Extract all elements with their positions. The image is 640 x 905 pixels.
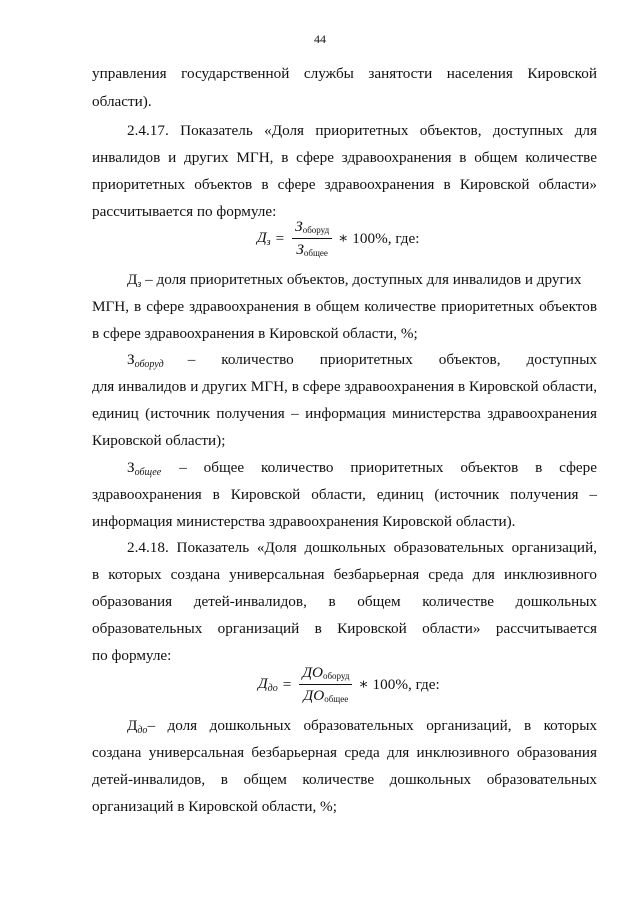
p6-line-5: по формуле: [92,647,172,664]
p2-line-2: инвалидов и других МГН, в сфере здравоохранения в общем количестве [92,149,597,166]
p7-line-2: создана универсальная безбарьерная среда для инклюзивного образования [92,744,597,761]
formula-2-tail: ∗ 100%, где: [358,676,440,693]
p3-line-1: $Д_з$ – доля приоритетных объектов, доступных для инвалидов и других [127,271,582,290]
p5-line-2: здравоохранения в Кировской области, единиц (источник получения – [92,486,597,503]
formula-1-lhs: $Д_з$ [257,229,271,248]
formula-2-fraction [299,664,352,705]
p2-line-1: 2.4.17. Показатель «Доля приоритетных объектов, доступных для [127,122,597,139]
formula-1-denominator: Зобщее [296,241,328,258]
formula-1 [257,218,419,259]
formula-2 [258,664,440,705]
p4-line-4: Кировской области); [92,432,226,449]
page-number: 44 [314,32,326,46]
p6-line-4: образовательных организаций в Кировской области» рассчитывается [92,620,597,637]
p4-line-3: единиц (источник получения – информация министерства здравоохранения [92,405,597,422]
formula-2-denominator: ДОобщее [303,687,349,704]
p2-line-3: приоритетных объектов в сфере здравоохранения в Кировской области» [92,176,597,193]
formula-2-lhs: $Д_{до}$ [258,675,278,694]
formula-2-equals: = [282,675,292,693]
formula-1-numerator: Зоборуд [292,218,332,239]
formula-1-tail: ∗ 100%, где: [338,230,420,247]
p5-line-1: $З_{общее}$ – общее количество приоритетных объектов в сфере [127,459,597,478]
p6-line-1: 2.4.18. Показатель «Доля дошкольных образовательных организаций, [127,539,597,556]
p7-line-3: детей-инвалидов, в общем количестве дошкольных образовательных [92,771,597,788]
p2-line-4: рассчитывается по формуле: [92,203,277,220]
p4-line-1: $З_{оборуд}$ – количество приоритетных объектов, доступных [127,351,597,370]
p3-line-2: МГН, в сфере здравоохранения в общем количестве приоритетных объектов [92,298,597,315]
p6-line-2: в которых создана универсальная безбарьерная среда для инклюзивного [92,566,597,583]
p7-line-1: $Д_{до}$ – доля дошкольных образовательных организаций, в которых [127,717,597,736]
formula-1-fraction [292,218,332,259]
p3-line-3: в сфере здравоохранения в Кировской области, %; [92,325,418,342]
p1-line-2: области). [92,93,152,110]
p5-line-3: информация министерства здравоохранения Кировской области). [92,513,516,530]
p6-line-3: образования детей-инвалидов, в общем количестве дошкольных [92,593,597,610]
p1-line-1: управления государственной службы занятости населения Кировской [92,65,597,82]
p7-line-4: организаций в Кировской области, %; [92,798,337,815]
formula-1-equals: = [275,229,285,247]
formula-2-numerator: ДОоборуд [299,664,352,685]
p4-line-2: для инвалидов и других МГН, в сфере здравоохранения в Кировской области, [92,378,597,395]
